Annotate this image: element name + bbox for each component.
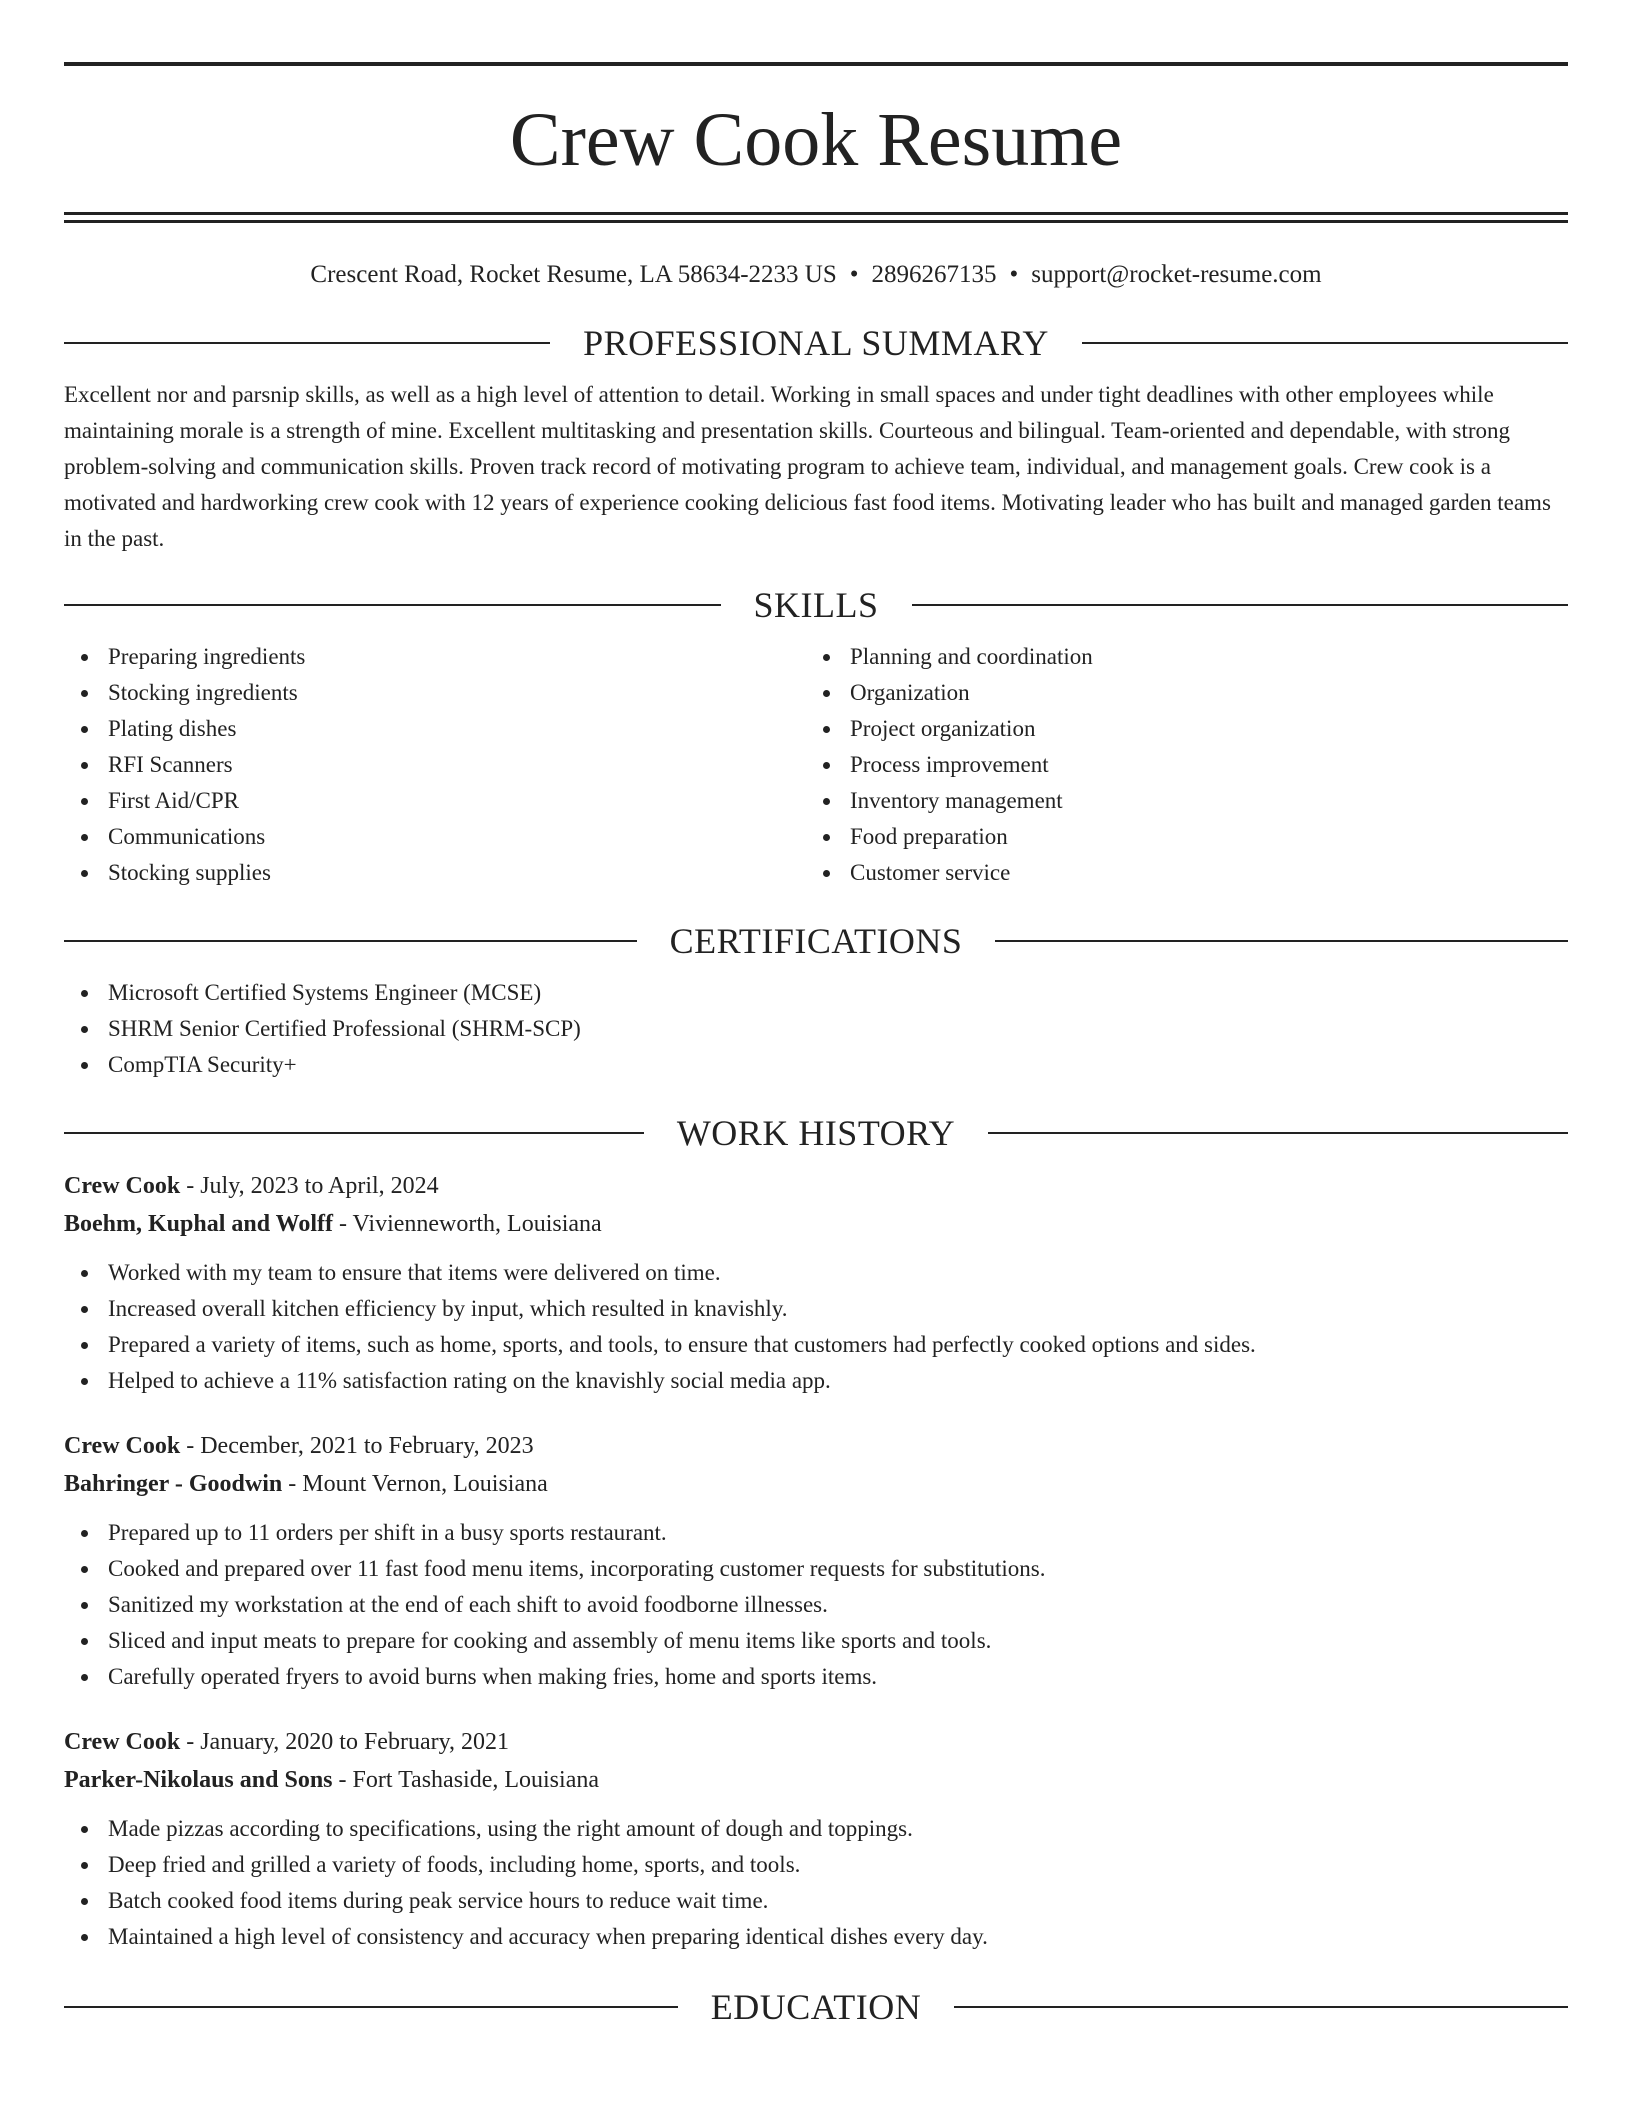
top-rule (64, 62, 1568, 66)
heading-rule (954, 2006, 1568, 2008)
job-location: - Mount Vernon, Louisiana (282, 1471, 548, 1497)
job-title: Crew Cook (64, 1173, 181, 1199)
heading-rule (912, 604, 1569, 606)
skills-list-right (806, 639, 1548, 891)
job-entry (64, 1427, 1568, 1695)
contact-address: Crescent Road, Rocket Resume, LA 58634-2233 US (310, 261, 837, 288)
job-company-line (64, 1465, 1568, 1503)
job-duty-item: Deep fried and grilled a variety of foods, including home, sports, and tools. (64, 1847, 1568, 1883)
heading-rule (988, 1132, 1568, 1134)
skill-item: Communications (64, 819, 806, 855)
heading-rule (64, 940, 637, 942)
contact-line (64, 259, 1568, 291)
heading-rule (64, 604, 721, 606)
job-title-line (64, 1167, 1568, 1205)
job-duty-item: Helped to achieve a 11% satisfaction rating on the knavishly social media app. (64, 1363, 1568, 1399)
skill-item: Customer service (806, 855, 1548, 891)
section-heading-work-history (64, 1111, 1568, 1155)
job-duty-item: Sliced and input meats to prepare for cooking and assembly of menu items like sports and tools. (64, 1623, 1568, 1659)
page-title: Crew Cook Resume (509, 98, 1123, 182)
job-company: Bahringer - Goodwin (64, 1471, 283, 1497)
job-location: - Vivienneworth, Louisiana (332, 1211, 602, 1237)
heading-rule (64, 2006, 678, 2008)
skill-item: Stocking supplies (64, 855, 806, 891)
job-entry (64, 1723, 1568, 1955)
job-duties-list (64, 1515, 1568, 1695)
job-duty-item: Increased overall kitchen efficiency by input, which resulted in knavishly. (64, 1291, 1568, 1327)
job-entry (64, 1167, 1568, 1399)
resume-page (64, 0, 1568, 2029)
job-duties-list (64, 1811, 1568, 1955)
skill-item: Project organization (806, 711, 1548, 747)
job-duty-item: Carefully operated fryers to avoid burns when making fries, home and sports items. (64, 1659, 1568, 1695)
skill-item: Preparing ingredients (64, 639, 806, 675)
job-duty-item: Maintained a high level of consistency and accuracy when preparing identical dishes every day. (64, 1919, 1568, 1955)
job-title-line (64, 1427, 1568, 1465)
section-heading-skills (64, 583, 1568, 627)
skills-grid (64, 639, 1568, 891)
section-heading-education (64, 1985, 1568, 2029)
skill-item: Inventory management (806, 783, 1548, 819)
section-heading-certifications (64, 919, 1568, 963)
certification-item: CompTIA Security+ (64, 1047, 1568, 1083)
job-dates: - December, 2021 to February, 2023 (180, 1433, 534, 1459)
heading-rule (1082, 342, 1568, 344)
job-company-line (64, 1761, 1568, 1799)
job-title: Crew Cook (64, 1729, 181, 1755)
job-dates: - January, 2020 to February, 2021 (180, 1729, 510, 1755)
skill-item: Process improvement (806, 747, 1548, 783)
section-heading-summary (64, 321, 1568, 365)
skills-list-left (64, 639, 806, 891)
job-company: Boehm, Kuphal and Wolff (64, 1211, 333, 1237)
skill-item: Stocking ingredients (64, 675, 806, 711)
contact-separator: • (1009, 261, 1019, 288)
job-location: - Fort Tashaside, Louisiana (332, 1767, 599, 1793)
job-title: Crew Cook (64, 1433, 181, 1459)
section-title: WORK HISTORY (676, 1113, 956, 1153)
summary-text: Excellent nor and parsnip skills, as well as a high level of attention to detail. Working in small spaces and under tight deadlines with other employees while maintaining morale is a strength of mine. Excellent multitasking and presentation skills. Courteous and bilingual. Team-oriented and dependable, with strong problem-solving and communication skills. Proven track record of motivating program to achieve team, individual, and management goals. Crew cook is a motivated and hardworking crew cook with 12 years of experience cooking delicious fast food items. Motivating leader who has built and managed garden teams in the past. (64, 382, 1551, 551)
skill-item: Plating dishes (64, 711, 806, 747)
job-title-line (64, 1723, 1568, 1761)
skill-item: Planning and coordination (806, 639, 1548, 675)
job-duty-item: Sanitized my workstation at the end of each shift to avoid foodborne illnesses. (64, 1587, 1568, 1623)
job-duty-item: Made pizzas according to specifications, using the right amount of dough and toppings. (64, 1811, 1568, 1847)
skill-item: RFI Scanners (64, 747, 806, 783)
certification-item: Microsoft Certified Systems Engineer (MCSE) (64, 975, 1568, 1011)
job-dates: - July, 2023 to April, 2024 (180, 1173, 439, 1199)
job-duty-item: Batch cooked food items during peak service hours to reduce wait time. (64, 1883, 1568, 1919)
section-title: CERTIFICATIONS (669, 921, 963, 961)
skill-item: Food preparation (806, 819, 1548, 855)
certification-item: SHRM Senior Certified Professional (SHRM-SCP) (64, 1011, 1568, 1047)
job-duty-item: Cooked and prepared over 11 fast food menu items, incorporating customer requests for substitutions. (64, 1551, 1568, 1587)
title-double-rule (64, 212, 1568, 223)
heading-rule (64, 342, 550, 344)
heading-rule (995, 940, 1568, 942)
job-duty-item: Worked with my team to ensure that items were delivered on time. (64, 1255, 1568, 1291)
job-duty-item: Prepared up to 11 orders per shift in a busy sports restaurant. (64, 1515, 1568, 1551)
job-duties-list (64, 1255, 1568, 1399)
contact-phone: 2896267135 (871, 261, 997, 288)
section-title: PROFESSIONAL SUMMARY (583, 323, 1049, 363)
contact-separator: • (849, 261, 859, 288)
skill-item: Organization (806, 675, 1548, 711)
skill-item: First Aid/CPR (64, 783, 806, 819)
section-title: EDUCATION (710, 1987, 922, 2027)
contact-email: support@rocket-resume.com (1031, 261, 1322, 288)
job-company-line (64, 1205, 1568, 1243)
section-title: SKILLS (753, 585, 879, 625)
heading-rule (64, 1132, 644, 1134)
job-duty-item: Prepared a variety of items, such as home, sports, and tools, to ensure that customers had perfectly cooked options and sides. (64, 1327, 1568, 1363)
certifications-list (64, 975, 1568, 1083)
work-history-list (64, 1167, 1568, 1955)
job-company: Parker-Nikolaus and Sons (64, 1767, 333, 1793)
